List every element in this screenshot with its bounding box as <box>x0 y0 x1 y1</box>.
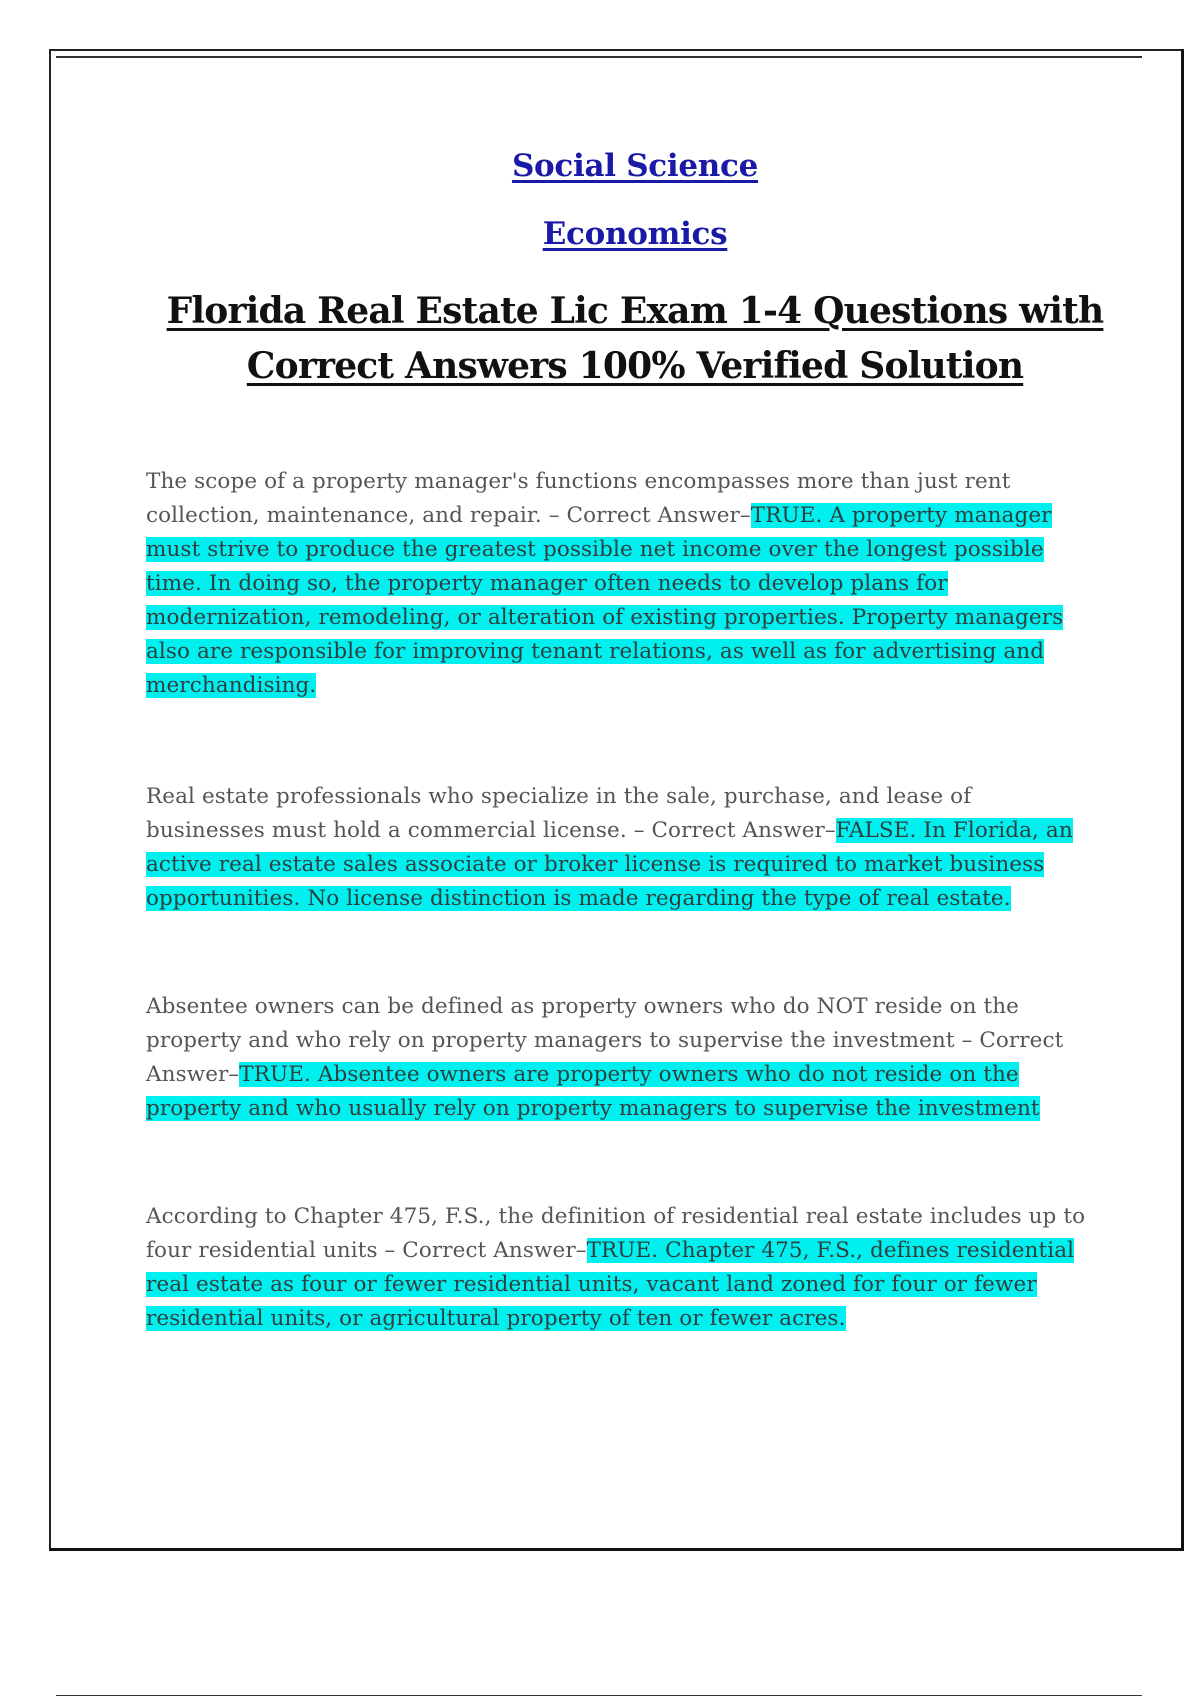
qa-item-1 <box>146 465 1096 703</box>
answer-separator: – Correct Answer– <box>626 818 836 843</box>
question-text: Real estate professionals who specialize in the sale, purchase, and lease of businesses must hold a commercial license. <box>146 784 972 843</box>
qa-item-3 <box>146 990 1096 1126</box>
answer-text: TRUE. Absentee owners are property owners who do not reside on the property and who usually rely on property managers to supervise the investment <box>146 1062 1040 1121</box>
qa-item-4 <box>146 1200 1096 1336</box>
document-title: Florida Real Estate Lic Exam 1-4 Questions with Correct Answers 100% Verified Solution <box>166 290 1104 387</box>
answer-text: FALSE. In Florida, an active real estate sales associate or broker license is required to market business opportunities. No license distinction is made regarding the type of real estate. <box>146 818 1073 911</box>
answer-separator: – Correct Answer– <box>541 503 751 528</box>
question-text: The scope of a property manager's functions encompasses more than just rent collection, maintenance, and repair. <box>146 469 1011 528</box>
category-link[interactable]: Economics <box>542 216 728 252</box>
answer-separator: – Correct Answer– <box>377 1238 587 1263</box>
top-rule <box>56 56 1142 58</box>
answer-text: TRUE. A property manager must strive to produce the greatest possible net income over the longest possible time. In doing so, the property manager often needs to develop plans for modernization, remodeling, or alteration of existing properties. Property managers also are responsible for improving tenant relations, as well as for advertising and merchandising. <box>146 503 1064 698</box>
answer-text: TRUE. Chapter 475, F.S., defines residential real estate as four or fewer residential units, vacant land zoned for four or fewer residential units, or agricultural property of ten or fewer acres. <box>146 1238 1075 1331</box>
answer-separator: – Correct Answer– <box>146 1028 1064 1087</box>
qa-item-2 <box>146 780 1096 916</box>
question-text: According to Chapter 475, F.S., the definition of residential real estate includes up to four residential units <box>146 1204 1086 1263</box>
question-text: Absentee owners can be defined as property owners who do NOT reside on the property and who rely on property managers to supervise the investment <box>146 994 1019 1053</box>
bottom-rule <box>56 1695 1142 1696</box>
subject-link[interactable]: Social Science <box>511 148 759 184</box>
